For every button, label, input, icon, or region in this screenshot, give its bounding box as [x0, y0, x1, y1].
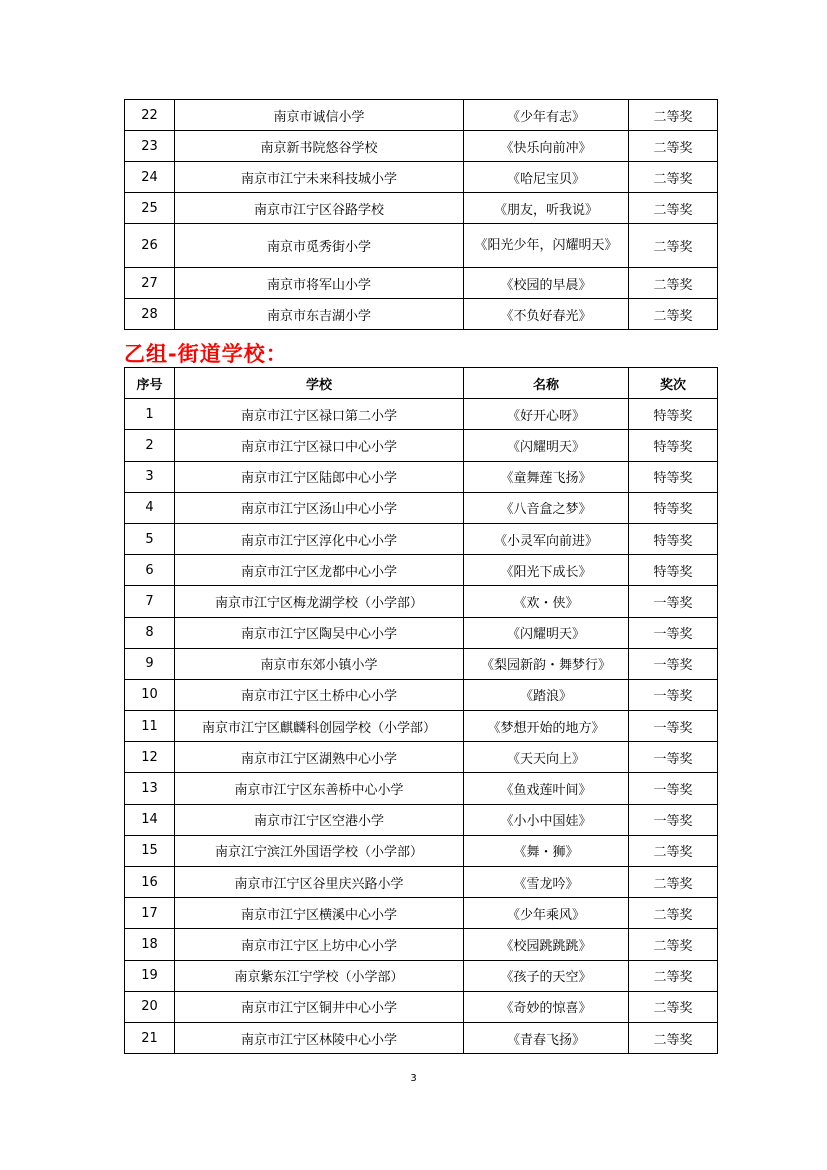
- cell-title: 《小小中国娃》: [464, 804, 629, 835]
- cell-award: 二等奖: [629, 867, 718, 898]
- cell-school: 南京市江宁区禄口中心小学: [175, 430, 464, 461]
- cell-no: 7: [125, 586, 175, 617]
- cell-school: 南京市江宁未来科技城小学: [175, 162, 464, 193]
- cell-school: 南京市江宁区谷路学校: [175, 193, 464, 224]
- cell-school: 南京市东吉湖小学: [175, 299, 464, 330]
- table-header-row: [125, 368, 718, 399]
- cell-title: 《青春飞扬》: [464, 1022, 629, 1053]
- cell-no: 9: [125, 648, 175, 679]
- cell-school: 南京市江宁区东善桥中心小学: [175, 773, 464, 804]
- table1-body: [125, 100, 718, 330]
- cell-school: 南京市江宁区谷里庆兴路小学: [175, 867, 464, 898]
- header-no: 序号: [125, 368, 175, 399]
- cell-no: 6: [125, 555, 175, 586]
- cell-award: 特等奖: [629, 523, 718, 554]
- cell-award: 特等奖: [629, 430, 718, 461]
- cell-school: 南京市江宁区上坊中心小学: [175, 929, 464, 960]
- table-row: [125, 555, 718, 586]
- table-row: [125, 586, 718, 617]
- cell-school: 南京市江宁区淳化中心小学: [175, 523, 464, 554]
- table-row: [125, 804, 718, 835]
- cell-school: 南京新书院悠谷学校: [175, 131, 464, 162]
- table-row: [125, 492, 718, 523]
- table-row: [125, 399, 718, 430]
- cell-award: 特等奖: [629, 399, 718, 430]
- cell-title: 《少年乘风》: [464, 898, 629, 929]
- cell-award: 特等奖: [629, 555, 718, 586]
- cell-no: 10: [125, 679, 175, 710]
- cell-award: 一等奖: [629, 773, 718, 804]
- cell-title: 《八音盒之梦》: [464, 492, 629, 523]
- cell-title: 《梨园新韵・舞梦行》: [464, 648, 629, 679]
- cell-award: 二等奖: [629, 991, 718, 1022]
- table-row: [125, 193, 718, 224]
- header-award: 奖次: [629, 368, 718, 399]
- cell-no: 8: [125, 617, 175, 648]
- cell-title: 《踏浪》: [464, 679, 629, 710]
- cell-no: 4: [125, 492, 175, 523]
- cell-award: 二等奖: [629, 100, 718, 131]
- cell-no: 13: [125, 773, 175, 804]
- awards-table-continued: [124, 99, 718, 330]
- cell-award: 二等奖: [629, 835, 718, 866]
- cell-award: 二等奖: [629, 960, 718, 991]
- table-row: [125, 835, 718, 866]
- table-row: [125, 162, 718, 193]
- cell-no: 20: [125, 991, 175, 1022]
- table-row: [125, 523, 718, 554]
- cell-title: 《孩子的天空》: [464, 960, 629, 991]
- table-row: [125, 131, 718, 162]
- cell-no: 18: [125, 929, 175, 960]
- cell-no: 3: [125, 461, 175, 492]
- cell-school: 南京市将军山小学: [175, 268, 464, 299]
- cell-no: 12: [125, 742, 175, 773]
- cell-school: 南京市觅秀街小学: [175, 224, 464, 268]
- cell-school: 南京市江宁区湖熟中心小学: [175, 742, 464, 773]
- cell-no: 1: [125, 399, 175, 430]
- cell-award: 二等奖: [629, 299, 718, 330]
- cell-school: 南京市江宁区横溪中心小学: [175, 898, 464, 929]
- cell-title: 《舞・狮》: [464, 835, 629, 866]
- cell-award: 一等奖: [629, 679, 718, 710]
- cell-no: 22: [125, 100, 175, 131]
- cell-no: 15: [125, 835, 175, 866]
- cell-no: 28: [125, 299, 175, 330]
- cell-title: 《朋友，听我说》: [464, 193, 629, 224]
- table-row: [125, 929, 718, 960]
- cell-no: 25: [125, 193, 175, 224]
- header-title: 名称: [464, 368, 629, 399]
- cell-award: 一等奖: [629, 711, 718, 742]
- table-row: [125, 742, 718, 773]
- table-row: [125, 224, 718, 268]
- table-row: [125, 461, 718, 492]
- cell-no: 11: [125, 711, 175, 742]
- cell-school: 南京市江宁区空港小学: [175, 804, 464, 835]
- cell-school: 南京江宁滨江外国语学校（小学部）: [175, 835, 464, 866]
- cell-title: 《奇妙的惊喜》: [464, 991, 629, 1022]
- cell-award: 二等奖: [629, 162, 718, 193]
- cell-school: 南京市江宁区麒麟科创园学校（小学部）: [175, 711, 464, 742]
- table-row: [125, 430, 718, 461]
- table-row: [125, 268, 718, 299]
- table-row: [125, 960, 718, 991]
- cell-no: 17: [125, 898, 175, 929]
- cell-title: 《闪耀明天》: [464, 430, 629, 461]
- cell-title: 《好开心呀》: [464, 399, 629, 430]
- cell-title: 《校园的早晨》: [464, 268, 629, 299]
- cell-no: 2: [125, 430, 175, 461]
- cell-award: 二等奖: [629, 268, 718, 299]
- cell-no: 21: [125, 1022, 175, 1053]
- cell-title: 《小灵军向前进》: [464, 523, 629, 554]
- cell-school: 南京市江宁区龙都中心小学: [175, 555, 464, 586]
- cell-award: 二等奖: [629, 1022, 718, 1053]
- cell-title: 《少年有志》: [464, 100, 629, 131]
- cell-title: 《雪龙吟》: [464, 867, 629, 898]
- table-row: [125, 617, 718, 648]
- cell-no: 27: [125, 268, 175, 299]
- cell-school: 南京市江宁区汤山中心小学: [175, 492, 464, 523]
- table-row: [125, 773, 718, 804]
- table-row: [125, 711, 718, 742]
- cell-award: 二等奖: [629, 224, 718, 268]
- cell-title: 《闪耀明天》: [464, 617, 629, 648]
- page-number: 3: [410, 1073, 417, 1084]
- cell-no: 5: [125, 523, 175, 554]
- cell-award: 一等奖: [629, 586, 718, 617]
- cell-title: 《快乐向前冲》: [464, 131, 629, 162]
- table-row: [125, 991, 718, 1022]
- table-row: [125, 1022, 718, 1053]
- cell-school: 南京市江宁区梅龙湖学校（小学部）: [175, 586, 464, 617]
- cell-title: 《哈尼宝贝》: [464, 162, 629, 193]
- cell-school: 南京市江宁区陆郎中心小学: [175, 461, 464, 492]
- cell-award: 一等奖: [629, 617, 718, 648]
- cell-no: 19: [125, 960, 175, 991]
- table-row: [125, 898, 718, 929]
- cell-title: 《阳光下成长》: [464, 555, 629, 586]
- cell-title: 《阳光少年，闪耀明天》: [464, 224, 629, 268]
- cell-no: 26: [125, 224, 175, 268]
- cell-title: 《欢・侠》: [464, 586, 629, 617]
- cell-no: 24: [125, 162, 175, 193]
- cell-title: 《鱼戏莲叶间》: [464, 773, 629, 804]
- cell-award: 二等奖: [629, 929, 718, 960]
- cell-award: 二等奖: [629, 898, 718, 929]
- table2-body: [125, 399, 718, 1054]
- table-row: [125, 100, 718, 131]
- cell-school: 南京市江宁区禄口第二小学: [175, 399, 464, 430]
- table-row: [125, 867, 718, 898]
- cell-award: 一等奖: [629, 804, 718, 835]
- cell-award: 一等奖: [629, 742, 718, 773]
- table-row: [125, 679, 718, 710]
- cell-award: 二等奖: [629, 131, 718, 162]
- cell-award: 一等奖: [629, 648, 718, 679]
- cell-title: 《不负好春光》: [464, 299, 629, 330]
- cell-title: 《校园跳跳跳》: [464, 929, 629, 960]
- cell-no: 14: [125, 804, 175, 835]
- cell-school: 南京市江宁区陶吴中心小学: [175, 617, 464, 648]
- cell-school: 南京紫东江宁学校（小学部）: [175, 960, 464, 991]
- cell-school: 南京市江宁区铜井中心小学: [175, 991, 464, 1022]
- cell-award: 特等奖: [629, 461, 718, 492]
- table-row: [125, 648, 718, 679]
- header-school: 学校: [175, 368, 464, 399]
- cell-award: 特等奖: [629, 492, 718, 523]
- section-heading: 乙组-街道学校：: [124, 342, 288, 366]
- cell-no: 16: [125, 867, 175, 898]
- cell-school: 南京市江宁区林陵中心小学: [175, 1022, 464, 1053]
- cell-title: 《天天向上》: [464, 742, 629, 773]
- cell-school: 南京市诚信小学: [175, 100, 464, 131]
- cell-title: 《梦想开始的地方》: [464, 711, 629, 742]
- cell-no: 23: [125, 131, 175, 162]
- awards-table-street-schools: [124, 367, 718, 1054]
- cell-title: 《童舞莲飞扬》: [464, 461, 629, 492]
- cell-school: 南京市东郊小镇小学: [175, 648, 464, 679]
- cell-award: 二等奖: [629, 193, 718, 224]
- cell-school: 南京市江宁区土桥中心小学: [175, 679, 464, 710]
- table-row: [125, 299, 718, 330]
